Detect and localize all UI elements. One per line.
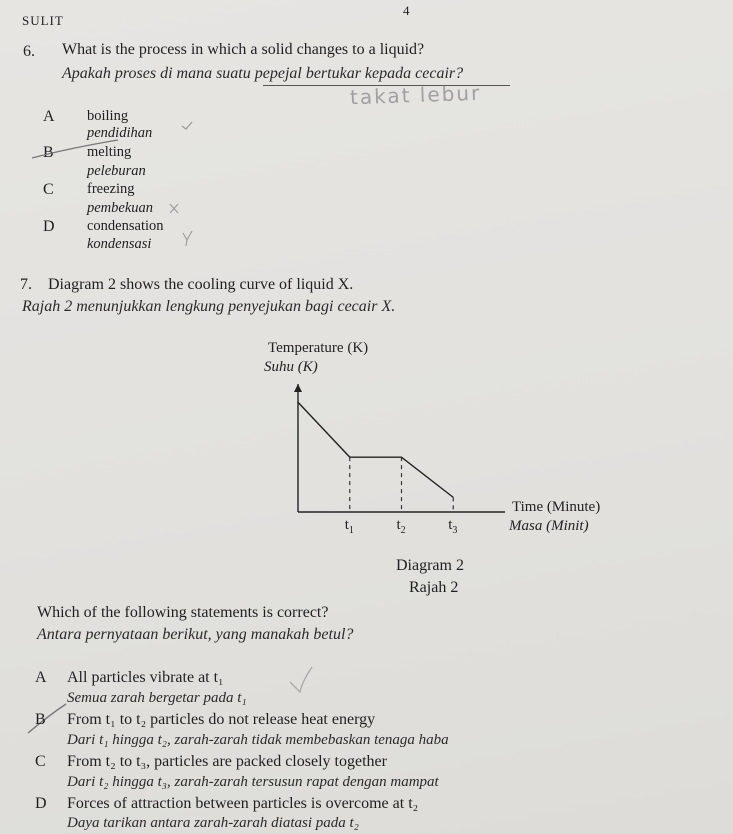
diagram-caption-ms: Rajah 2 bbox=[409, 579, 459, 596]
q7-text-en: Diagram 2 shows the cooling curve of liquid X. bbox=[48, 276, 354, 293]
cooling-curve-line bbox=[298, 402, 453, 497]
option-text-ms: Daya tarikan antara zarah-zarah diatasi pada t₂ bbox=[67, 815, 359, 831]
option-letter: B bbox=[35, 711, 46, 728]
q6-number: 6. bbox=[23, 43, 35, 60]
option-text-en: melting bbox=[87, 144, 132, 160]
option-letter: C bbox=[35, 753, 46, 770]
option-text-en: From t₂ to t₃, particles are packed closely together bbox=[67, 753, 387, 770]
option-text-ms: pendidihan bbox=[87, 125, 153, 141]
option-text-en: freezing bbox=[87, 181, 135, 197]
option-text-en: All particles vibrate at t₁ bbox=[67, 669, 224, 686]
option-letter: C bbox=[43, 181, 54, 198]
q7-text-ms: Rajah 2 menunjukkan lengkung penyejukan bagi cecair X. bbox=[22, 298, 396, 315]
option-letter: A bbox=[35, 669, 47, 686]
chart-ylabel-en: Temperature (K) bbox=[268, 340, 369, 356]
option-letter: A bbox=[43, 108, 55, 125]
option-text-en: From t₁ to t₂ particles do not release heat energy bbox=[67, 711, 376, 728]
chart-xlabel-ms: Masa (Minit) bbox=[509, 518, 589, 534]
option-letter: B bbox=[43, 144, 54, 161]
y-axis-arrow-icon bbox=[294, 384, 302, 392]
chart-ylabel-ms: Suhu (K) bbox=[264, 359, 318, 375]
option-text-ms: Dari t₁ hingga t₂, zarah-zarah tidak membebaskan tenaga haba bbox=[67, 732, 449, 748]
page-number: 4 bbox=[403, 3, 411, 18]
option-text-ms: Dari t₂ hingga t₃, zarah-zarah tersusun rapat dengan mampat bbox=[67, 774, 439, 790]
x-tick-label-t3: $t_3$ bbox=[448, 517, 458, 536]
chart-xlabel-en: Time (Minute) bbox=[512, 499, 601, 515]
header-label: SULIT bbox=[22, 13, 64, 28]
option-text-en: Forces of attraction between particles is overcome at t₂ bbox=[67, 795, 419, 812]
option-text-ms: peleburan bbox=[87, 163, 146, 179]
x-tick-label-t2: $t_2$ bbox=[396, 517, 406, 536]
option-text-ms: Semua zarah bergetar pada t₁ bbox=[67, 690, 247, 706]
option-letter: D bbox=[35, 795, 47, 812]
x-tick-label-t1: $t_1$ bbox=[344, 517, 354, 536]
option-text-en: condensation bbox=[87, 218, 164, 234]
q6-text-en: What is the process in which a solid changes to a liquid? bbox=[62, 41, 425, 58]
diagram-caption-en: Diagram 2 bbox=[396, 557, 464, 574]
q7-prompt-ms: Antara pernyataan berikut, yang manakah betul? bbox=[37, 626, 354, 643]
q7-prompt-en: Which of the following statements is correct? bbox=[37, 604, 329, 621]
option-text-en: boiling bbox=[87, 108, 129, 124]
option-text-ms: pembekuan bbox=[87, 200, 154, 216]
q6-text-ms: Apakah proses di mana suatu pepejal bertukar kepada cecair? bbox=[62, 65, 464, 82]
q6-handwritten-note: takat lebur bbox=[349, 80, 482, 110]
option-text-ms: kondensasi bbox=[87, 236, 152, 252]
q7-number: 7. bbox=[20, 276, 32, 293]
option-letter: D bbox=[43, 218, 55, 235]
